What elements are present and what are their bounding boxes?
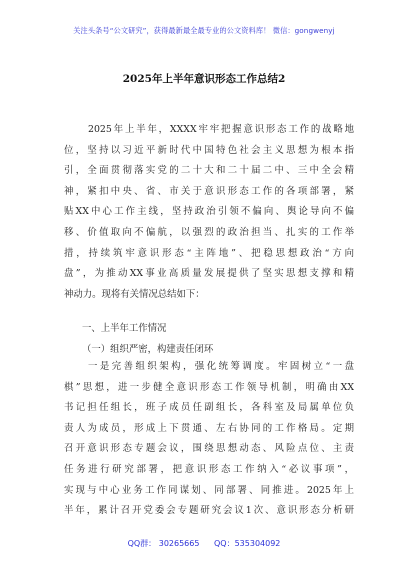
section-heading: 一、上半年工作情况: [82, 323, 167, 334]
intro-line: 贴XX中心工作主线，坚持政治引领不偏向、舆论导向不偏: [64, 206, 354, 218]
intro-line: 位，坚持以习近平新时代中国特色社会主义思想为根本指: [64, 144, 354, 156]
intro-line: 移、价值取向不偏航，以强烈的政治担当、扎实的工作举: [64, 226, 354, 238]
document-title: 2025年上半年意识形态工作总结2: [122, 73, 286, 85]
footer-qq-group: QQ群： 30265665: [127, 539, 200, 548]
body-line: 一是完善组织架构，强化统筹调度。牢固树立“一盘: [88, 361, 354, 372]
body-paragraph: [64, 357, 354, 522]
body-line: 任务进行研究部署，把意识形态工作纳入“必议事项”，: [64, 463, 354, 475]
intro-line: 神，紧扣中央、省、市关于意识形态工作的各项部署，紧: [64, 185, 354, 197]
body-line: 半年，累计召开党委会专题研究会议1次、意识形态分析研: [64, 505, 354, 517]
footer-qq: QQ：535304092: [214, 539, 281, 548]
body-line: 召开意识形态专题会议，围绕思想动态、风险点位、主责: [64, 443, 354, 455]
intro-line: 引，全面贯彻落实党的二十大和二十届二中、三中全会精: [64, 165, 354, 177]
body-line: 棋”思想，进一步健全意识形态工作领导机制，明确由XX: [64, 381, 354, 393]
top-banner: 关注头条号“公文研究”，获得最新最全最专业的公文资料库！ 微信：gongwenyj: [73, 26, 335, 35]
intro-paragraph: [64, 120, 354, 305]
footer-contact: [0, 538, 408, 549]
intro-line: 盘”，为推动XX事业高质量发展提供了坚实思想支撑和精: [64, 268, 354, 280]
subsection-heading: （一）组织严密，构建责任闭环: [82, 344, 214, 355]
body-line: 实现与中心业务工作同谋划、同部署、同推进。2025年上: [64, 484, 354, 496]
body-line: 责人为成员，形成上下贯通、左右协同的工作格局。定期: [64, 422, 354, 434]
intro-line: 神动力。现将有关情况总结如下：: [64, 288, 205, 300]
intro-line: 2025年上半年，XXXX牢牢把握意识形态工作的战略地: [88, 124, 354, 135]
intro-line: 措，持续筑牢意识形态“主阵地”、把稳思想政治“方向: [64, 247, 354, 259]
body-line: 书记担任组长，班子成员任副组长，各科室及局属单位负: [64, 402, 354, 414]
